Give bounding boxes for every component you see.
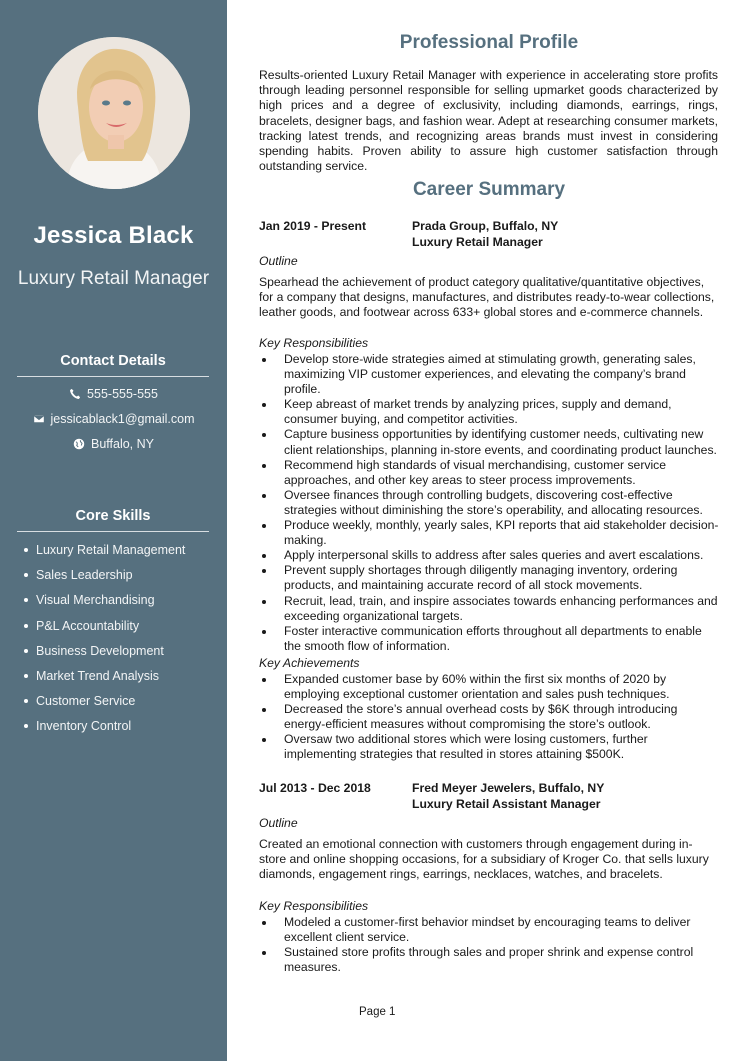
career-heading: Career Summary <box>412 179 566 200</box>
responsibilities-list <box>259 915 719 975</box>
sidebar <box>0 0 227 1061</box>
profile-heading: Professional Profile <box>399 32 579 53</box>
skill-item: Customer Service <box>24 692 185 717</box>
skills-list <box>24 541 185 743</box>
job-dates: Jul 2013 - Dec 2018 <box>259 781 371 795</box>
contact-location <box>0 437 227 451</box>
candidate-role: Luxury Retail Manager <box>17 268 210 289</box>
page-number: Page 1 <box>359 1006 396 1018</box>
phone-icon <box>69 388 81 400</box>
list-item: Recruit, lead, train, and inspire associates towards enhancing performances and exceeding organizational targets. <box>259 594 719 624</box>
contact-email <box>0 412 227 426</box>
job-company-name: Fred Meyer Jewelers, Buffalo, NY <box>412 781 605 795</box>
envelope-icon <box>33 413 45 425</box>
achievements-label: Key Achievements <box>259 656 360 670</box>
job-company <box>412 781 604 812</box>
responsibilities-list <box>259 352 719 654</box>
contact-phone-text: 555-555-555 <box>87 387 158 401</box>
skill-item: Business Development <box>24 642 185 667</box>
list-item: Apply interpersonal skills to address after sales queries and avert escalations. <box>259 548 719 563</box>
list-item: Decreased the store’s annual overhead costs by $6K through introducing energy-efficient measures without compromising the store’s outlook. <box>259 702 719 732</box>
candidate-name: Jessica Black <box>33 222 194 249</box>
job-dates: Jan 2019 - Present <box>259 219 367 233</box>
list-item: Modeled a customer-first behavior mindset by encouraging teams to deliver excellent client service. <box>259 915 719 945</box>
contact-phone <box>0 387 227 401</box>
skill-item: Market Trend Analysis <box>24 667 185 692</box>
list-item: Foster interactive communication efforts throughout all departments to enable the smooth flow of information. <box>259 624 719 654</box>
job-company-name: Prada Group, Buffalo, NY <box>412 219 559 233</box>
skill-item: Visual Merchandising <box>24 591 185 616</box>
outline-label: Outline <box>259 254 298 268</box>
list-item: Expanded customer base by 60% within the first six months of 2020 by employing exceptional customer orientation and sales push techniques. <box>259 672 719 702</box>
list-item: Prevent supply shortages through diligently managing inventory, ordering products, and maintaining accurate record of all stock movements. <box>259 563 719 593</box>
list-item: Sustained store profits through sales and proper shrink and expense control measures. <box>259 945 719 975</box>
list-item: Oversaw two additional stores which were losing customers, further implementing strategies that resulted in stores attaining $500K. <box>259 732 719 762</box>
skill-item: Sales Leadership <box>24 566 185 591</box>
skill-item: Luxury Retail Management <box>24 541 185 566</box>
list-item: Develop store-wide strategies aimed at stimulating growth, generating sales, maximizing VIP customer experiences, and elevating the company’s brand profile. <box>259 352 719 397</box>
contact-location-text: Buffalo, NY <box>90 437 154 451</box>
job-company <box>412 219 558 250</box>
list-item: Oversee finances through controlling budgets, discovering cost-effective strategies without diminishing the store’s operability, and allocating resources. <box>259 488 719 518</box>
achievements-list <box>259 672 719 763</box>
responsibilities-label: Key Responsibilities <box>259 336 369 350</box>
job-position: Luxury Retail Assistant Manager <box>412 796 601 811</box>
skill-item: Inventory Control <box>24 717 185 742</box>
list-item: Produce weekly, monthly, yearly sales, KPI reports that aid stakeholder decision-making. <box>259 518 719 548</box>
contact-email-text: jessicablack1@gmail.com <box>50 412 195 426</box>
profile-photo-image <box>38 37 190 189</box>
list-item: Keep abreast of market trends by analyzing prices, supply and demand, consumer buying, and competitor activities. <box>259 397 719 427</box>
outline-label: Outline <box>259 816 298 830</box>
globe-icon <box>73 438 85 450</box>
job-outline: Created an emotional connection with customers through engagement during in-store and online shopping occasions, for a subsidiary of Kroger Co. that sells luxury diamonds, engagement rings, earrings, necklaces, watches, and bracelets. <box>259 837 709 882</box>
skill-item: P&L Accountability <box>24 617 185 642</box>
contact-heading: Contact Details <box>17 353 209 377</box>
profile-photo <box>38 37 190 189</box>
responsibilities-label: Key Responsibilities <box>259 899 369 913</box>
job-position: Luxury Retail Manager <box>412 234 543 249</box>
list-item: Capture business opportunities by identifying customer needs, cultivating new client relationships, planning in-store events, and coordinating product launches. <box>259 427 719 457</box>
skills-heading: Core Skills <box>17 508 209 532</box>
profile-text: Results-oriented Luxury Retail Manager with experience in accelerating store profits through leading personnel responsible for selling upmarket goods characterized by high prices and a degree of exclusivity, including diamonds, earrings, rings, bracelets, designer bags, and fashion wear. Adept at researching consumer markets, tracking latest trends, and recognizing areas brands must invest in considering spending habits. Proven ability to assure high customer satisfaction through outstanding service. <box>259 68 718 174</box>
job-outline: Spearhead the achievement of product category qualitative/quantitative objectives, for a company that designs, manufactures, and distributes ready-to-wear collections, leather goods, and footwear across 633+ global stores and e-commerce channels. <box>259 275 715 320</box>
list-item: Recommend high standards of visual merchandising, customer service approaches, and other key areas to steer process improvements. <box>259 458 719 488</box>
